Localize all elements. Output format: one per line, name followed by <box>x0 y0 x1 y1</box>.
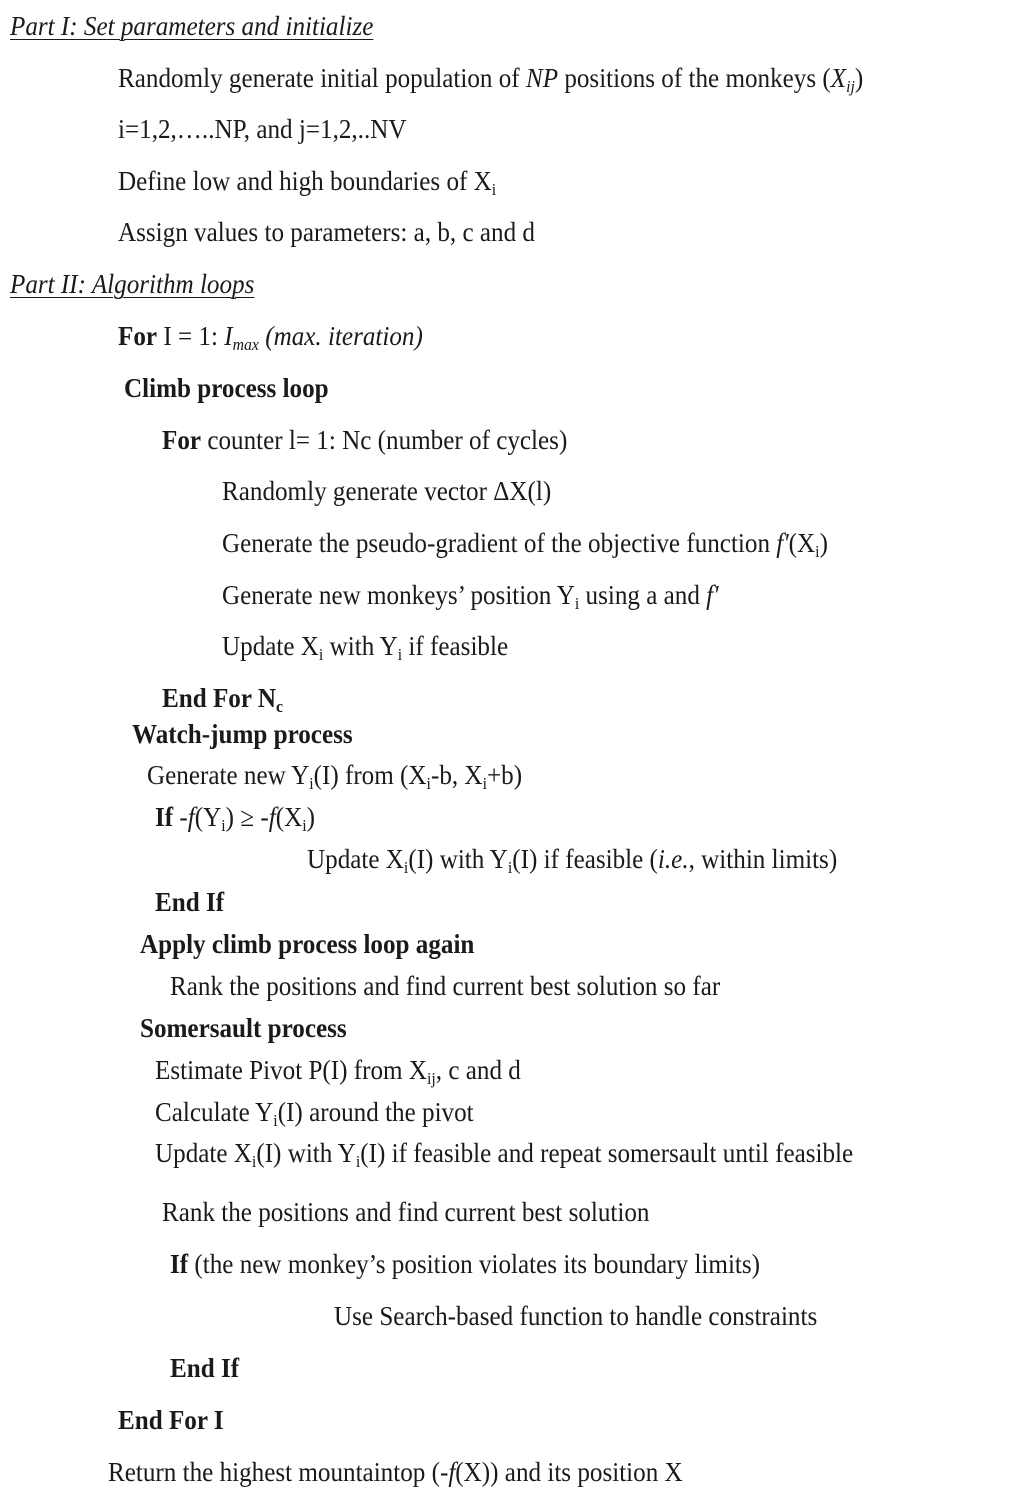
text: (I) if feasible and repeat somersault until feasible <box>360 1138 854 1168</box>
text: (X <box>275 802 303 832</box>
init-population-line <box>118 62 863 94</box>
text: - <box>173 802 188 832</box>
part2-heading: Part II: Algorithm loops <box>10 269 255 299</box>
subscript: i <box>397 645 403 664</box>
watch-jump-title: Watch-jump process <box>132 719 353 749</box>
rank-best-line: Rank the positions and find current best solution <box>162 1197 650 1227</box>
text: Randomly generate initial population of <box>118 63 526 93</box>
text: Generate new monkeys’ position Y <box>222 580 575 610</box>
text: (max. iteration) <box>258 321 423 351</box>
text: , within limits) <box>688 844 838 874</box>
indices-line: i=1,2,…..NP, and j=1,2,..NV <box>118 114 407 144</box>
end-for-i: End For I <box>118 1405 224 1435</box>
f-prime-symbol: f' <box>776 528 789 558</box>
text: (X)) and its position X <box>455 1457 683 1487</box>
text: (I) if feasible ( <box>512 844 658 874</box>
text: Generate the pseudo-gradient of the objective function <box>222 528 777 558</box>
subscript: i <box>426 774 431 793</box>
text: ) <box>306 802 316 832</box>
watch-generate-line <box>147 759 522 791</box>
text: Generate new Y <box>147 760 310 790</box>
text: positions of the monkeys ( <box>558 63 831 93</box>
f-symbol: f <box>448 1457 456 1487</box>
text: (I) from (X <box>313 760 427 790</box>
subscript: i <box>403 858 409 877</box>
climb-step-4 <box>222 630 508 662</box>
text: ) <box>819 528 828 558</box>
f-symbol: f <box>187 802 195 832</box>
imax-symbol: I <box>224 321 233 351</box>
subscript: i <box>251 1152 257 1171</box>
keyword-if: If <box>155 802 174 832</box>
text: Return the highest mountaintop (- <box>108 1457 449 1487</box>
f-prime-symbol: f' <box>706 580 719 610</box>
subscript: c <box>275 697 283 716</box>
subscript: max <box>232 335 259 354</box>
climb-process-title: Climb process loop <box>124 373 329 403</box>
f-symbol: f <box>268 802 276 832</box>
text: ) ≥ - <box>225 802 269 832</box>
boundary-end-if: End If <box>170 1353 240 1383</box>
keyword-for: For <box>118 321 158 351</box>
subscript: i <box>221 816 226 835</box>
somersault-title: Somersault process <box>140 1013 347 1043</box>
for-outer-line <box>118 320 423 352</box>
apply-climb-again: Apply climb process loop again <box>140 929 475 959</box>
text: Update X <box>222 631 319 661</box>
text: if feasible <box>402 631 509 661</box>
subscript: i <box>815 542 820 561</box>
text: using a and <box>579 580 707 610</box>
text: (I) with Y <box>408 844 508 874</box>
text: counter l= 1: Nc (number of cycles) <box>201 425 568 455</box>
rank-so-far-line: Rank the positions and find current best solution so far <box>170 971 721 1001</box>
climb-step-2 <box>222 527 828 559</box>
text: I = 1: <box>157 321 225 351</box>
text: Calculate Y <box>155 1097 274 1127</box>
text: Define low and high boundaries of X <box>118 166 492 196</box>
subscript: ij <box>426 1069 436 1088</box>
assign-params-line: Assign values to parameters: a, b, c and d <box>118 217 535 247</box>
text: (X <box>788 528 816 558</box>
text: +b) <box>486 760 523 790</box>
end-for-nc <box>162 682 283 714</box>
watch-update-line <box>307 843 837 875</box>
subscript: i <box>355 1152 361 1171</box>
watch-end-if: End If <box>155 887 225 917</box>
climb-step-3 <box>222 579 719 611</box>
return-line <box>108 1456 683 1488</box>
subscript: i <box>318 645 324 664</box>
text: Update X <box>307 844 404 874</box>
text: with Y <box>323 631 398 661</box>
subscript: i <box>491 180 497 199</box>
keyword-if: If <box>170 1249 189 1279</box>
somersault-update-line <box>155 1137 853 1169</box>
for-counter-line <box>162 424 567 456</box>
text: (Y <box>194 802 222 832</box>
text: -b, X <box>430 760 483 790</box>
text: ) <box>854 63 864 93</box>
text: Estimate Pivot P(I) from X <box>155 1055 427 1085</box>
subscript: ij <box>846 77 855 96</box>
x-symbol: X <box>830 63 847 93</box>
keyword-for: For <box>162 425 202 455</box>
part1-heading: Part I: Set parameters and initialize <box>10 11 374 41</box>
ie-abbrev: i.e. <box>657 844 689 874</box>
subscript: i <box>309 774 314 793</box>
somersault-calc-line <box>155 1096 474 1128</box>
climb-step-1: Randomly generate vector ΔX(l) <box>222 476 552 506</box>
search-based-line: Use Search-based function to handle constraints <box>334 1301 818 1331</box>
subscript: i <box>574 594 580 613</box>
text: End For N <box>162 683 276 713</box>
subscript: i <box>507 858 513 877</box>
text: (the new monkey’s position violates its boundary limits) <box>188 1249 761 1279</box>
subscript: i <box>482 774 487 793</box>
text: , c and d <box>435 1055 521 1085</box>
somersault-pivot-line <box>155 1054 521 1086</box>
subscript: i <box>302 816 307 835</box>
text: Update X <box>155 1138 252 1168</box>
watch-if-line <box>155 801 315 833</box>
bounds-line <box>118 165 496 197</box>
subscript: i <box>273 1111 278 1130</box>
text: (I) around the pivot <box>277 1097 474 1127</box>
boundary-if-line <box>170 1248 760 1280</box>
np-symbol: NP <box>525 63 559 93</box>
text: (I) with Y <box>256 1138 356 1168</box>
